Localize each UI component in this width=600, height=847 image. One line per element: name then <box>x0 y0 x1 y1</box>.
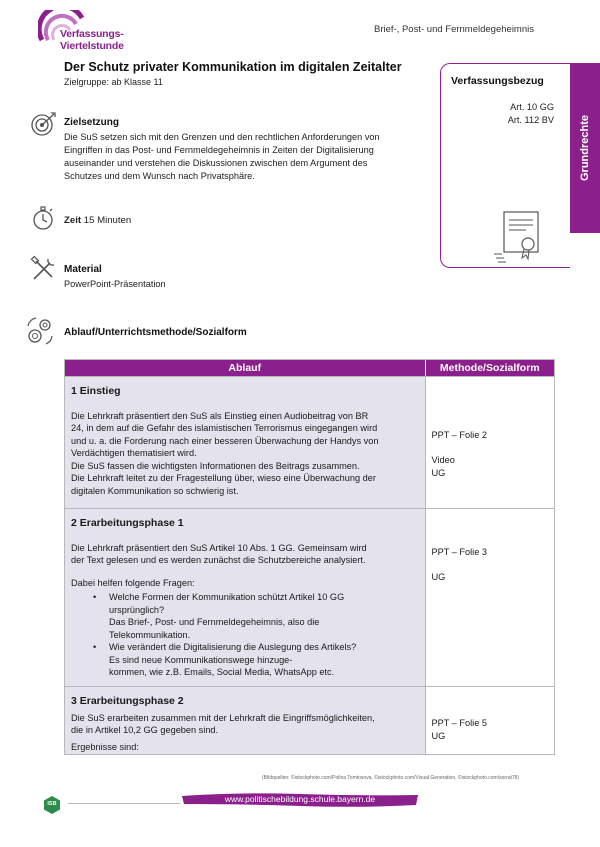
phase-line: Ergebnisse sind: <box>71 741 139 752</box>
header-ablauf: Ablauf <box>228 362 262 374</box>
time-row <box>64 214 131 227</box>
answer-line: Das Brief-, Post- und Fernmeldegeheimnis, also die <box>109 617 320 627</box>
table-row <box>65 508 554 686</box>
method-line: PPT – Folie 5 <box>431 718 487 728</box>
reference-item: Art. 10 GG <box>510 102 554 112</box>
question-line: • Welche Formen der Kommunikation schützt Artikel 10 GG <box>109 592 345 602</box>
phase-line: Die SuS fassen die wichtigsten Informationen des Beitrags zusammen. <box>71 460 360 471</box>
phase-line: Die SuS erarbeiten zusammen mit der Lehrkraft die Eingriffsmöglichkeiten, <box>71 712 375 723</box>
tools-icon <box>30 255 58 283</box>
phase-cell <box>65 377 425 508</box>
goal-heading: Zielsetzung <box>64 117 120 128</box>
phase-line: Verdächtigen thematisiert wird. <box>71 448 197 458</box>
phase-line: Die Lehrkraft leitet zu der Fragestellung über, wieso eine Überwachung der <box>71 473 376 483</box>
lesson-table <box>64 359 555 755</box>
list-item <box>71 641 419 679</box>
stopwatch-icon <box>30 204 58 232</box>
goal-line: auseinander und verstehen die Diskussionen zwischen dem Argument des <box>64 158 368 168</box>
certificate-icon <box>492 210 552 268</box>
method-heading: Ablauf/Unterrichtsmethode/Sozialform <box>64 327 247 338</box>
method-cell <box>425 687 555 754</box>
footer-rule <box>68 803 180 804</box>
page-title: Der Schutz privater Kommunikation im digitalen Zeitalter <box>64 60 402 74</box>
phase-line: und u. a. die Forderung nach einer besseren Überwachung der Handys von <box>71 435 379 446</box>
category-tab <box>570 63 600 233</box>
phase-title: 2 Erarbeitungsphase 1 <box>71 517 184 529</box>
phase-line: Die Lehrkraft präsentiert den SuS Artikel 10 Abs. 1 GG. Gemeinsam wird <box>71 542 367 553</box>
phase-cell <box>65 687 425 754</box>
table-row <box>65 686 554 754</box>
method-line <box>432 442 488 455</box>
phase-cell <box>65 509 425 686</box>
method-line: UG <box>431 730 446 741</box>
reference-item: Art. 112 BV <box>507 115 554 125</box>
phase-line: digitalen Kommunikation so schwierig ist. <box>71 485 239 496</box>
answer-line: kommen, wie z.B. Emails, Social Media, WhatsApp etc. <box>109 667 335 677</box>
header-topic: Brief-, Post- und Fernmeldegeheimnis <box>374 24 534 35</box>
phase-title: 3 Erarbeitungsphase 2 <box>71 695 184 707</box>
method-line <box>432 559 488 572</box>
method-cell <box>425 509 555 686</box>
logo <box>38 10 158 54</box>
logo-text-line1: Verfassungs- <box>60 28 124 40</box>
question-line: ursprünglich? <box>109 604 165 615</box>
target-group: Zielgruppe: ab Klasse 11 <box>64 77 163 87</box>
material-heading: Material <box>64 264 102 275</box>
time-value: 15 Minuten <box>83 215 132 226</box>
time-label: Zeit <box>64 215 82 226</box>
target-icon <box>30 110 58 138</box>
method-cell <box>425 377 555 508</box>
question-line: • Wie verändert die Digitalisierung die Auslegung des Artikels? <box>109 642 357 652</box>
image-credits: (Bildquellen: ©istockphoto.com/Polina Tomtosova, ©istockphoto.com/Visual Generation, ©istockphoto.com/sorrat78) <box>262 775 520 781</box>
goal-line: Eingriffen in das Post- und Fernmeldegeheimnis in Zeiten der Digitalisierung <box>64 145 374 155</box>
question-list <box>71 591 419 679</box>
goal-text <box>64 131 380 183</box>
logo-text-line2: Viertelstunde <box>60 40 124 52</box>
questions-intro: Dabei helfen folgende Fragen: <box>71 577 195 588</box>
reference-title: Verfassungsbezug <box>451 75 544 87</box>
isb-badge-label: ISB <box>47 801 57 807</box>
phase-line: die in Artikel 10,2 GG gegeben sind. <box>71 725 219 735</box>
gears-icon <box>24 314 58 348</box>
method-line: PPT – Folie 2 <box>431 430 487 440</box>
material-value: PowerPoint-Präsentation <box>64 279 166 289</box>
answer-line: Es sind neue Kommunikationswege hinzuge- <box>109 654 293 665</box>
goal-line: Schutzes und dem Wunsch nach Privatsphäre. <box>64 171 255 181</box>
table-header <box>65 360 554 376</box>
phase-line: der Text gelesen und es werden zunächst die Schutzbereiche analysiert. <box>71 555 366 565</box>
method-line: UG <box>431 467 446 478</box>
table-row <box>65 376 554 508</box>
category-tab-label: Grundrechte <box>579 114 591 182</box>
method-line: Video <box>431 455 455 465</box>
answer-line: Telekommunikation. <box>109 629 191 640</box>
phase-title: 1 Einstieg <box>71 385 121 397</box>
list-item <box>71 591 419 641</box>
method-line: PPT – Folie 3 <box>431 547 487 557</box>
header-methode: Methode/Sozialform <box>425 360 554 376</box>
method-line: UG <box>431 572 446 582</box>
footer-link[interactable]: www.politischebildung.schule.bayern.de <box>224 794 376 804</box>
phase-line: 24, in dem auf die Gefahr des islamistischen Terrorismus eingegangen wird <box>71 423 378 433</box>
phase-line: Die Lehrkraft präsentiert den SuS als Einstieg einen Audiobeitrag von BR <box>71 410 369 421</box>
goal-line: Die SuS setzen sich mit den Grenzen und den rechtlichen Anforderungen von <box>64 132 380 142</box>
